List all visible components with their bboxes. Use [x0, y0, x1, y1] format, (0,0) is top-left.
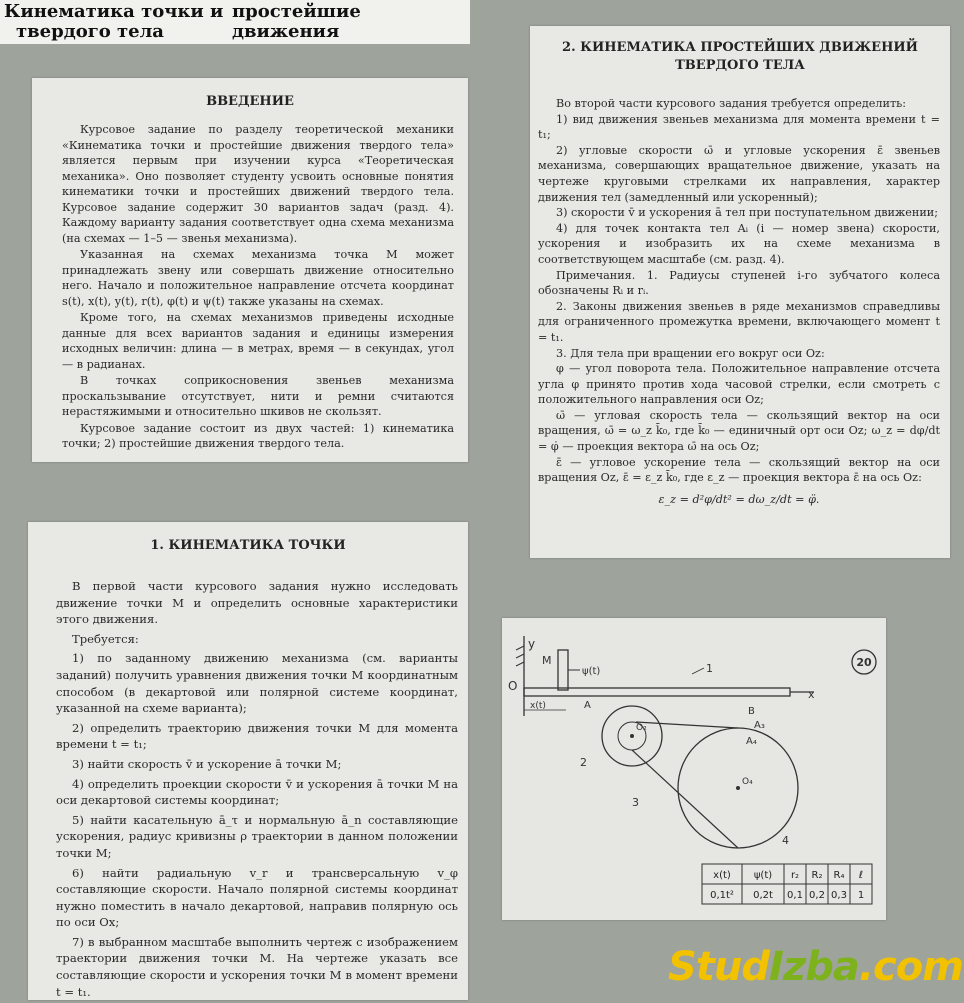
page-title — [0, 0, 470, 44]
intro-paragraph: В точках соприкосновения звеньев механизма проскальзывание отсутствует, нити и ремни считаются нерастяжимыми и относительно шкивов не скользят. — [62, 374, 454, 418]
o4-label: O₄ — [742, 777, 753, 787]
y-label: y — [528, 637, 536, 651]
section2-paragraph: φ — угол поворота тела. Положительное направление отсчета угла φ принято против хода часовой стрелки, если смотреть с положительного направления оси Oz; — [538, 362, 940, 407]
section1-body — [56, 578, 458, 1003]
section1-heading: 1. КИНЕМАТИКА ТОЧКИ — [150, 538, 346, 553]
section1-paragraph: 4) определить проекции скорости v̄ и ускорения ā точки M на оси декартовой системы координат; — [56, 776, 458, 808]
m-label: M — [542, 654, 552, 667]
table-header: ψ(t) — [753, 870, 773, 881]
section1-paragraph: 6) найти радиальную v_r и трансверсальную v_φ составляющие скорости. Начало полярной системы координат нужно поместить в начало декартовой, направив полярную ось по оси Ox; — [56, 865, 458, 930]
section2-paragraph: 1) вид движения звеньев механизма для момента времени t = t₁; — [538, 112, 940, 142]
section2-paragraph: ε̄ — угловое ускорение тела — скользящий вектор на оси вращения Oz, ε̄ = ε_z k̄₀, где ε_z — проекция вектора ε̄ на ось Oz: — [538, 455, 940, 485]
origin-label: O — [508, 679, 518, 693]
section2-heading-line2: ТВЕРДОГО ТЕЛА — [675, 58, 805, 73]
belt-3-top — [636, 722, 738, 728]
table-cell: 0,3 — [831, 890, 847, 901]
section2-heading-line1: 2. КИНЕМАТИКА ПРОСТЕЙШИХ ДВИЖЕНИЙ — [562, 40, 918, 55]
table-cell: 0,1 — [787, 890, 803, 901]
psi-label: ψ(t) — [582, 666, 601, 677]
table-cell: 1 — [857, 890, 865, 901]
watermark-part: Izba — [769, 944, 859, 990]
variant-number: 20 — [856, 656, 872, 669]
section2-paragraph: 2. Законы движения звеньев в ряде механизмов справедливы для ограниченного промежутка времени, включающего момент t = t₁. — [538, 299, 940, 344]
intro-paragraph: Кроме того, на схемах механизмов приведены исходные данные для всех вариантов задания и единицы измерения исходных величин: длина — в метрах, время — в секундах, угол — в радианах. — [62, 311, 454, 371]
section2-paragraph: Примечания. 1. Радиусы ступеней i-го зубчатого колеса обозначены Rᵢ и rᵢ. — [538, 268, 940, 298]
title-line-1: Кинематика точки и — [4, 1, 224, 22]
section1-paragraph: В первой части курсового задания нужно исследовать движение точки M и определить основные характеристики этого движения. — [56, 579, 458, 627]
table-cell: 0,2t — [753, 890, 773, 901]
watermark-part: .com — [858, 944, 963, 990]
table-header: R₂ — [811, 870, 823, 881]
intro-body — [62, 122, 454, 453]
label-4: 4 — [782, 834, 789, 847]
watermark-logo — [668, 944, 963, 990]
section1-paragraph: 3) найти скорость v̄ и ускорение ā точки M; — [72, 756, 342, 771]
slider-block — [558, 650, 568, 690]
belt-3-bottom — [632, 750, 738, 848]
table-cell: 0,2 — [809, 890, 825, 901]
label-3: 3 — [632, 796, 639, 809]
title-line-2: простейшие движения — [232, 1, 361, 42]
section2-paragraph: ω̄ — угловая скорость тела — скользящий вектор на оси вращения, ω̄ = ω_z k̄₀, где k̄₀ — единичный орт оси Oz; ω_z = dφ/dt = φ̇ — проекция вектора ω̄ на ось Oz; — [538, 408, 940, 454]
table-header: R₄ — [833, 870, 845, 881]
mechanism-svg — [502, 618, 886, 920]
a3-label: A₃ — [754, 720, 765, 731]
rack-1 — [524, 688, 790, 696]
intro-paragraph: Курсовое задание состоит из двух частей: 1) кинематика точки; 2) простейшие движения твердого тела. — [62, 421, 454, 450]
section1-paragraph: 7) в выбранном масштабе выполнить чертеж с изображением траектории движения точки M. На чертеже указать все составляющие скорости и ускорения точки M в момент времени t = t₁. — [56, 934, 458, 999]
intro-paragraph: Курсовое задание по разделу теоретической механики «Кинематика точки и простейшие движения твердого тела» является первым при изучении курса «Теоретическая механика». Оно позволяет студенту усвоить основные понятия кинематики точки и простейших движений твердого тела. Курсовое задание содержит 30 вариантов задач (разд. 4). Каждому варианту задания соответствует одна схема механизма (на схемах — 1–5 — звенья механизма). — [62, 123, 454, 245]
section1-paragraph: 5) найти касательную ā_τ и нормальную ā_n составляющие ускорения, радиус кривизны ρ траектории в данном положении точки M; — [56, 812, 458, 860]
table-header: x(t) — [713, 870, 731, 881]
watermark-part: Stud — [668, 944, 770, 990]
leader-1 — [692, 668, 704, 674]
intro-panel — [32, 78, 468, 462]
o4-pivot — [736, 786, 740, 790]
section2-formula: ε_z = d²φ/dt² = dω_z/dt = φ̈. — [658, 492, 820, 506]
a4-label: A₄ — [746, 736, 757, 747]
a-label: A — [584, 700, 591, 711]
label-2: 2 — [580, 756, 587, 769]
hatch — [516, 654, 524, 658]
o2-label: O₂ — [636, 723, 647, 733]
hatch — [516, 662, 524, 666]
intro-heading: ВВЕДЕНИЕ — [206, 94, 294, 109]
section2-paragraph: 2) угловые скорости ω̄ и угловые ускорения ε̄ звеньев механизма, совершающих вращательное движение, указать на чертеже круговыми стрелками их направления, характер движения тел (замедленный или ускоренный); — [538, 143, 940, 204]
section2-body — [538, 96, 940, 507]
table-header: ℓ — [858, 870, 864, 881]
title-line-3: твердого тела — [16, 21, 164, 42]
xt-label: x(t) — [530, 701, 546, 711]
section1-panel — [28, 522, 468, 1000]
section2-paragraph: 3) скорости v̄ и ускорения ā тел при поступательном движении; — [556, 206, 939, 220]
o2-pivot — [630, 734, 634, 738]
section2-paragraph: 3. Для тела при вращении его вокруг оси Oz: — [556, 346, 825, 360]
table-cell: 0,1t² — [710, 890, 734, 901]
label-1: 1 — [706, 662, 713, 675]
section2-panel — [530, 26, 950, 558]
data-table — [702, 864, 872, 904]
section1-paragraph: 2) определить траекторию движения точки M для момента времени t = t₁; — [56, 720, 458, 752]
section2-paragraph: 4) для точек контакта тел Aᵢ (i — номер звена) скорости, ускорения и изобразить их на схеме механизма в соответствующем масштабе (см. разд. 4). — [538, 221, 940, 266]
table-header: r₂ — [790, 870, 800, 881]
mechanism-diagram — [502, 618, 886, 920]
section1-paragraph: Требуется: — [72, 631, 139, 646]
b-label: B — [748, 706, 755, 717]
x-label: x — [808, 688, 815, 701]
hatch — [516, 646, 524, 650]
section2-paragraph: Во второй части курсового задания требуется определить: — [556, 97, 907, 110]
intro-paragraph: Указанная на схемах механизма точка M может принадлежать звену или совершать движение относительно него. Начало и положительное направление отсчета координат s(t), x(t), y(t), r(t), φ(t) и ψ(t) также указаны на схемах. — [62, 248, 454, 308]
section1-paragraph: 1) по заданному движению механизма (см. варианты заданий) получить уравнения движения точки M координатным способом (в декартовой или полярной системе координат, указанной на схеме варианта); — [56, 651, 458, 716]
